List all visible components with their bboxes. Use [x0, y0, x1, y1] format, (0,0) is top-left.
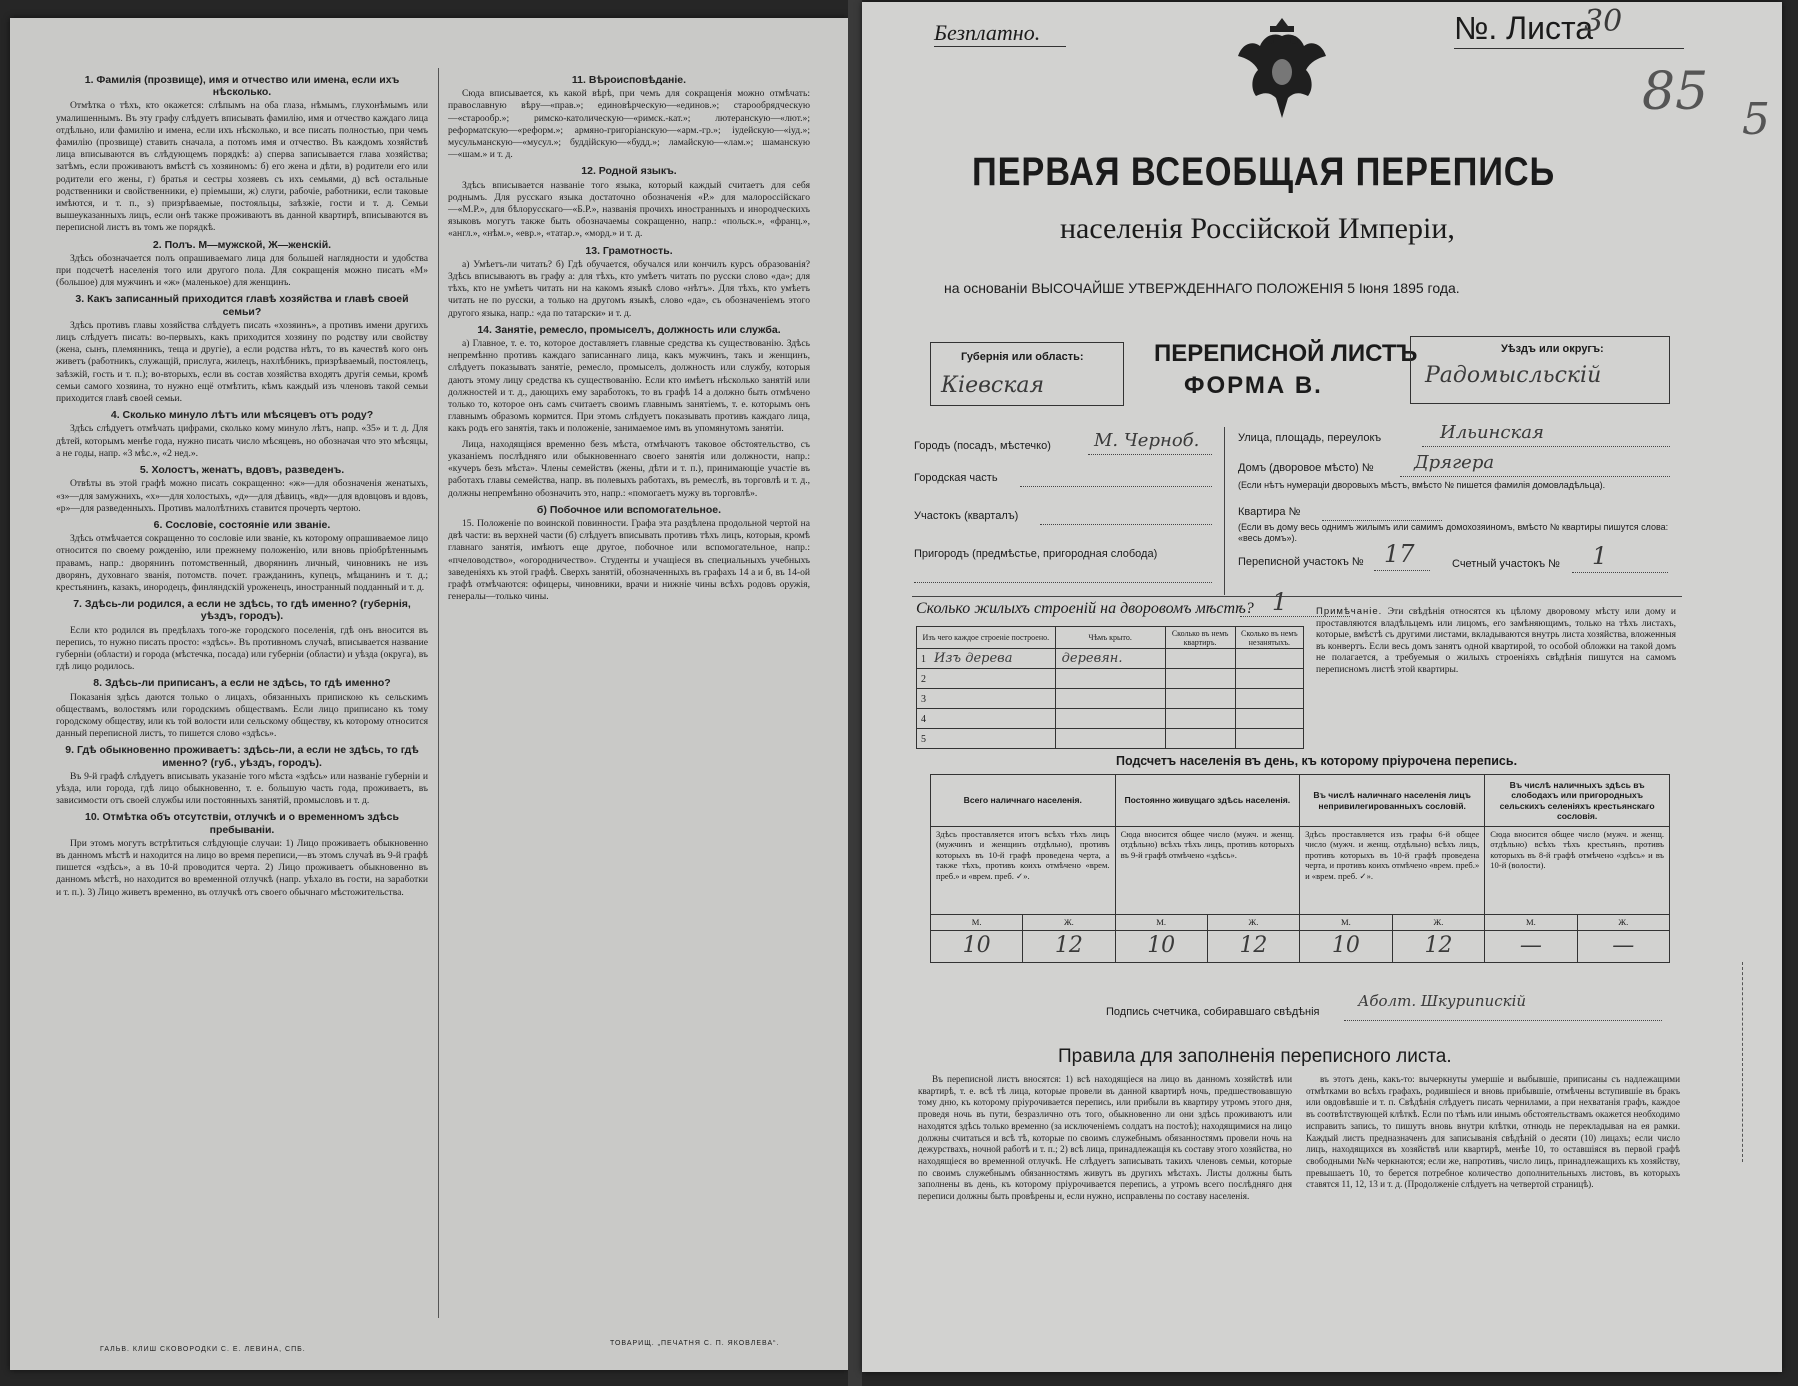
section-text: а) Умѣетъ-ли читать? б) Гдѣ обучается, обучался или кончилъ курсъ образованія? Здѣсь вписываютъ въ графу а: для тѣхъ, кто умѣетъ читать по русски слово «да»; для тѣхъ, кто не умѣетъ читать ни на какомъ языкѣ слово «нѣтъ». Для тѣхъ, кто умѣетъ читать не по русски, а только на другомъ языкѣ, слово «да», съ обозначеніемъ этого другого языка, напр.: «да по татарски» и т. д. [448, 258, 810, 319]
building-material-cell [917, 709, 1056, 729]
male-count: — [1485, 931, 1577, 963]
instructions-page [10, 18, 848, 1370]
building-row-number: 3 [921, 694, 926, 705]
section-text: Здѣсь отмѣчается сокращенно то сословіе или званіе, къ которому опрашиваемое лицо относится по своему рожденію, или прежнему положенію, или вновь пріобрѣтеннымъ правамъ, напр.: дворянинъ потомственный, дворянинъ личный, чиновникъ не изъ дворянъ, духовнаго званія, потомств. почет. гражданинъ, купецъ, мѣщанинъ и т. д.; крестьянинъ, казакъ, инородецъ, финляндскій уроженецъ, иностранный подданный и т. д. [56, 533, 428, 593]
female-count: — [1577, 931, 1669, 963]
building-material-cell [917, 669, 1056, 689]
section-text: Здѣсь противъ главы хозяйства слѣдуетъ писать «хозяинъ», а противъ имени другихъ лицъ слѣдуетъ писать: во-первыхъ, какъ приходится хозяину по родству или свойству (жена, сынъ, племянникъ, теща и другіе), а если родства нѣтъ, то въ качествѣ кого онъ живетъ (работникъ, служащій, прислуга, жилецъ, нахлѣбникъ, призрѣваемый, постоялецъ, заѣзжій, гость и т. п.); во-вторыхъ, если въ состав хозяйства входятъ другія семьи, кромѣ семьи самого хозяина, то нужно ещё отмѣтить, кѣмъ каждый изъ членовъ такой семьи приходится главѣ своей семьи. [56, 319, 428, 405]
street-value: Ильинская [1440, 422, 1544, 443]
house-label: Домъ (дворовое мѣсто) № [1238, 462, 1374, 474]
section-heading: 2. Полъ. М—мужской, Ж—женскій. [152, 238, 332, 251]
section-heading: 12. Родной языкъ. [581, 165, 677, 178]
building-vacant-cell [1235, 689, 1303, 709]
section-heading: 4. Сколько минуло лѣтъ или мѣсяцевъ отъ роду? [110, 409, 374, 422]
section-heading: 7. Здѣсь-ли родился, а если не здѣсь, то гдѣ именно? (губернія, уѣздъ, городъ). [73, 598, 411, 623]
house-note: (Если нѣтъ нумераціи дворовыхъ мѣстъ, вмѣсто № пишется фамилія домовладѣльца). [1238, 480, 1606, 490]
note-head: Примѣчаніе. [1316, 606, 1383, 617]
building-vacant-cell [1235, 729, 1303, 749]
census-subtitle: населенія Россійской Имперіи, [1060, 212, 1455, 245]
population-col-description: Здѣсь проставляется изъ графы 6-й общее число (мужч. и женщ. отдѣльно) всѣхъ лицъ, противъ которыхъ въ 10-й графѣ проведена черта, и противъ коихъ отмѣчено «врем. преб.» и «врем. преб. ✓». [1300, 827, 1485, 915]
building-row [917, 729, 1304, 749]
building-material-cell [917, 649, 1056, 669]
precinct-label: Участокъ (кварталъ) [914, 510, 1019, 522]
population-col-head: Въ числѣ наличнаго населенія лицъ непривилегированныхъ сословій. [1300, 775, 1485, 827]
province-box [930, 342, 1124, 406]
section-text: Здѣсь обозначается полъ опрашиваемаго лица для большей наглядности и удобства при подсчетѣ населенія того или другого пола. Для сокращенія можно писать «М» (большое) для мужчинъ и «ж» (маленькое) для женщинъ. [56, 252, 428, 289]
building-row-number: 5 [921, 734, 926, 745]
population-row [931, 915, 1670, 931]
census-precinct-line [1374, 570, 1430, 571]
instructions-column-2 [448, 70, 810, 1330]
building-row-number: 2 [921, 674, 926, 685]
building-apartments-cell [1165, 689, 1235, 709]
female-count: 12 [1207, 931, 1299, 963]
city-part-label: Городская часть [914, 472, 998, 484]
female-label: Ж. [1023, 915, 1115, 931]
population-col-description: Сюда вносится общее число (мужч. и женщ. отдѣльно) всѣхъ тѣхъ крестьянъ, противъ которыхъ въ 8-й графѣ отмѣчено «здѣсь» и въ 10-й (волости). [1485, 827, 1670, 915]
address-bottom-rule [912, 596, 1682, 597]
building-material-cell [917, 689, 1056, 709]
population-col-description: Сюда вносится общее число (мужч. и женщ. отдѣльно) всѣхъ тѣхъ лицъ, противъ которыхъ въ 9-й графѣ отмѣчено «здѣсь». [1115, 827, 1300, 915]
buildings-label: Сколько жилыхъ строеній на дворовомъ мѣстѣ? [916, 600, 1254, 617]
apartment-line [1322, 520, 1442, 521]
counter-signature-label: Подпись счетчика, собиравшаго свѣдѣнія [1106, 1006, 1320, 1018]
city-label: Городъ (посадъ, мѣстечко) [914, 440, 1051, 452]
female-count: 12 [1023, 931, 1115, 963]
district-box [1410, 336, 1670, 404]
double-eagle-emblem-icon [1234, 10, 1330, 126]
house-line [1400, 476, 1670, 477]
population-row [931, 827, 1670, 915]
building-apartments-cell [1165, 709, 1235, 729]
building-roof-cell [1055, 709, 1165, 729]
sheet-number-underline [1454, 48, 1684, 49]
female-label: Ж. [1207, 915, 1299, 931]
province-value: Кіевская [941, 373, 1045, 398]
count-precinct-value: 1 [1592, 542, 1608, 570]
building-apartments-cell [1165, 649, 1235, 669]
census-title: ПЕРВАЯ ВСЕОБЩАЯ ПЕРЕПИСЬ [972, 150, 1556, 194]
building-material-value [926, 671, 934, 686]
section-text: Если кто родился въ предѣлахъ того-же городского поселенія, гдѣ онъ вносится въ перепись, то нужно писать просто: «здѣсь». Въ противномъ случаѣ, вписывается название губерніи (области) и города (мѣстечка, посада) или губерніи (области) и уѣзда (округа), въ гдѣ лицо родилось. [56, 624, 428, 673]
male-count: 10 [1300, 931, 1393, 963]
section-heading: 3. Какъ записанный приходится главѣ хозяйства и главѣ своей семьи? [75, 293, 409, 318]
rules-text-1: Въ переписной листъ вносятся: 1) всѣ находящіеся на лицо въ данномъ хозяйствѣ или квартирѣ, т. е. всѣ тѣ лица, которые провели въ данной квартирѣ ночь, предшествовавшую тому дню, къ которому пріурочивается перепись, или прибыли въ квартиру утромъ этого дня, проведя ночь въ пути, безразлично отъ того, обыкновенно ли они здѣсь проживаютъ или находятся здѣсь только временно (за исключеніемъ солдатъ на постоѣ); находящимися на лицо должны считаться и всѣ тѣ, которые по своимъ служебнымъ обязанностямъ провели ночь на дежурствахъ, ночной работѣ и т. п.; 2) всѣ лица, принадлежащія къ составу этого хозяйства, но находящіеся во временной отлучкѣ. Не слѣдуетъ записывать такихъ членовъ семьи, которые по своимъ служебнымъ обязанностямъ живутъ въ другихъ мѣстахъ. Листы должны быть заполнены въ день, къ которому пріурочивается перепись, а утромъ всего послѣдняго дня переписи должны быть провѣрены и, если нужно, исправлены по составу населенія. [918, 1074, 1292, 1202]
census-form-page [862, 2, 1782, 1372]
count-precinct-line [1572, 572, 1668, 573]
section-heading: 1. Фамилія (прозвище), имя и отчество или имена, если ихъ нѣсколько. [84, 74, 400, 99]
building-vacant-cell [1235, 669, 1303, 689]
suburb-line [914, 582, 1212, 583]
section-text: Въ 9-й графѣ слѣдуетъ вписывать указаніе того мѣста «здѣсь» или названіе губерніи и уѣзда, или города, гдѣ лицо обыкновенно, т. е. большую часть года, проживаетъ, въ зависимости отъ своей службы или постоянныхъ занятій, промысловъ и т. д. [56, 770, 428, 807]
buildings-table [916, 626, 1304, 749]
page-gutter [848, 0, 862, 1386]
form-title: ПЕРЕПИСНОЙ ЛИСТЪ [1154, 340, 1418, 367]
male-label: М. [1300, 915, 1393, 931]
male-label: М. [1115, 915, 1207, 931]
free-underline [934, 46, 1066, 47]
population-title: Подсчетъ населенія въ день, къ которому пріурочена перепись. [1116, 754, 1518, 768]
margin-pencil-mark-2: 5 [1742, 94, 1770, 145]
population-table [930, 774, 1670, 963]
apartment-note: (Если въ дому весь однимъ жилымъ или самимъ домохозяиномъ, вмѣсто № квартиры пишутся слова: «весь домъ»). [1238, 522, 1669, 543]
buildings-note [1316, 606, 1676, 677]
margin-pencil-mark: 85 [1642, 62, 1709, 122]
district-label: Уѣздъ или округъ: [1501, 343, 1604, 355]
counter-signature-value: Аболт. Шкурипискій [1358, 992, 1527, 1010]
suburb-label: Пригородъ (предмѣстье, пригородная слобода) [914, 548, 1158, 560]
female-count: 12 [1392, 931, 1485, 963]
population-col-head: Постоянно живущаго здѣсь населенія. [1115, 775, 1300, 827]
city-part-line [1020, 486, 1212, 487]
section-text: Здѣсь слѣдуетъ отмѣчать цифрами, сколько кому минуло лѣтъ, напр. «35» и т. д. Для дѣтей, которымъ менѣе года, нужно писать число мѣсяцевъ, но обозначая что это мѣсяцы, а не годы, напр. «3 мѣс.», «2 нед.». [56, 423, 428, 459]
section-heading: 6. Сословіе, состояніе или званіе. [153, 518, 331, 531]
section-text: Отмѣтка о тѣхъ, кто окажется: слѣпымъ на оба глаза, нѣмымъ, глухонѣмымъ или умалишеннымъ. Въ эту графу слѣдуетъ вписывать фамилію, имя и отчество каждаго лица отдѣльно, или фамилію и имена, если ихъ нѣсколько, и все писать полностью, при чемъ фамилію (прозвище) ставить сначала, а потомъ имя и отчество. Въ каждомъ хозяйствѣ лица вписываются въ слѣдующемъ порядкѣ: а) сперва записывается глава хозяйства; затѣмъ, если проживаютъ вмѣстѣ съ хозяиномъ: б) его жена и дѣти, в) родители его или родители его жены, г) братья и сестры хозяевъ съ ихъ семьями, д) всѣ остальные родственники и свойственники, е) пріемыши, ж) слуги, рабочіе, работники, если таковые имѣются, и т. п., з) призрѣваемые, постояльцы, заѣзжіе, гости и т. д. Семьи вышеуказанныхъ лицъ, если онѣ также проживаютъ въ данной квартирѣ, вписываются въ переписной листъ въ томъ же порядкѣ. [56, 100, 428, 234]
section-text: Лица, находящіяся временно безъ мѣста, отмѣчаютъ таковое обстоятельство, съ указаніемъ послѣдняго или обыкновеннаго своего занятія или должности, напр.: «кучеръ безъ мѣста». Члены семействъ (жены, дѣти и т. п.), принимающіе участіе въ работахъ главы семейства, напр. въ полевыхъ работахъ, въ ремеслѣ, въ торговлѣ и т. д., должны непремѣнно обозначить это, напр.: «помогаетъ мужу въ торговлѣ». [448, 438, 810, 499]
section-text: 15. Положеніе по воинской повинности. Графа эта раздѣлена продольной чертой на двѣ части: въ верхней части (б) слѣдуетъ вписывать противъ тѣхъ лицъ, которыя, кромѣ главнаго занятія, имѣютъ еще другое, побочное или вспомогательное, напр.: «пчеловодство», «огородничество». Студенты и учащіеся въ специальныхъ учебныхъ заведеніяхъ къ этой графѣ. Сверхъ занятій, обозначенныхъ въ графахъ 14 а и б, въ 14-ой графѣ отмѣчаются: офицеры, чиновники, врачи и нижніе чины всѣхъ родовъ оружія, генералы—только чины. [448, 517, 810, 603]
male-label: М. [931, 915, 1023, 931]
city-line [1088, 454, 1212, 455]
section-text: Отвѣты въ этой графѣ можно писать сокращенно: «ж»—для обозначенія женатыхъ, «з»—для замужнихъ, «х»—для холостыхъ, «д»—для дѣвицъ, «вд»—для вдовцовъ и вдовъ, «р»—для разведенныхъ. Противъ малолѣтнихъ ставится прочерть чертою. [56, 478, 428, 514]
rules-text-2: въ этотъ день, какъ-то: вычеркнуты умершіе и выбывшіе, приписаны съ надлежащими отмѣтками во всѣхъ графахъ, родившіеся и вновь прибывшіе, отмѣчены вступившіе въ бракъ или овдовѣвшіе и т. п. Свѣдѣнія слѣдуетъ писать чернилами, а при нехватанія графъ, каждое въ соотвѣтствующей клѣткѣ. Если по тѣмъ или инымъ обстоятельствамъ окажется необходимо исправить запись, то пишутъ вновь внутри клѣтки, отнюдь не перекладывая на ея рамки. Каждый листъ предназначенъ для записыванія свѣдѣній о десяти (10) лицахъ; если число лицъ, находящихся въ хозяйствѣ или квартирѣ, менѣе 10, то оставшіяся въ первой графѣ свободными №№ черкнаются; если же, напротивъ, число лицъ, принадлежащихъ къ хозяйству, превышаетъ 10, то берется потребное количество дополнительныхъ листовъ, въ которыхъ ставятся 11, 12, 13 и т. д. (Продолженіе слѣдуетъ на четвертой страницѣ). [1306, 1074, 1680, 1190]
section-text: Показанія здѣсь даются только о лицахъ, обязанныхъ припискою къ сельскимъ обществамъ, волостямъ или городскимъ обществамъ. Если лицо приписано къ тому городскому обществу, или къ той волости или сельскому обществу, къ которому относится данный переписной листъ, то пишется слово «здѣсь». [56, 691, 428, 740]
buildings-value: 1 [1272, 588, 1288, 616]
bld-head-material: Изъ чего каждое строеніе построено. [917, 627, 1056, 649]
address-divider [1224, 427, 1225, 595]
building-roof-cell [1055, 669, 1165, 689]
population-row [931, 931, 1670, 963]
form-letter: ФОРМА В. [1184, 372, 1323, 399]
bld-head-roof: Чѣмъ крыто. [1055, 627, 1165, 649]
imprint-right: ТОВАРИЩ. „ПЕЧАТНЯ С. П. ЯКОВЛЕВА“. [610, 1340, 780, 1347]
instructions-column-1 [56, 70, 428, 1360]
section-heading: 13. Грамотность. [585, 244, 673, 257]
building-material-value [926, 711, 934, 726]
rules-column-1 [918, 1074, 1292, 1364]
female-label: Ж. [1392, 915, 1485, 931]
section-heading: 11. Вѣроисповѣданіе. [571, 74, 687, 86]
free-label: Безплатно. [934, 20, 1041, 45]
section-heading: 8. Здѣсь-ли приписанъ, а если не здѣсь, то гдѣ именно? [93, 677, 391, 690]
section-heading: 9. Гдѣ обыкновенно проживаетъ: здѣсь-ли, а если не здѣсь, то гдѣ именно? (губ., уѣздъ, городъ). [65, 744, 419, 769]
building-material-cell [917, 729, 1056, 749]
count-precinct-label: Счетный участокъ № [1452, 558, 1560, 570]
building-roof-cell [1055, 689, 1165, 709]
building-row-number: 4 [921, 714, 926, 725]
population-col-head: Всего наличнаго населенія. [931, 775, 1116, 827]
building-apartments-cell [1165, 669, 1235, 689]
section-text: При этомъ могутъ встрѣтиться слѣдующіе случаи: 1) Лицо проживаетъ обыкновенно въ данномъ мѣстѣ и находится на лицо во время переписи,—въ этомъ случаѣ въ 9-й графѣ пишется «здѣсь», а въ 10-й проводится черта. 2) Лицо проживаетъ обыкновенно въ данномъ мѣстѣ, но находится во временной отлучкѣ (напр. уѣхало въ гости, на заработки и т. п.). 3) Лицо живетъ временно, въ отлучкѣ отъ своего обычнаго мѣстожительства. [56, 837, 428, 898]
building-material-value [926, 691, 934, 706]
building-row-number: 1 [921, 654, 926, 665]
population-col-description: Здѣсь проставляется итогъ всѣхъ тѣхъ лицъ (мужчинъ и женщинъ отдѣльно), противъ которыхъ въ 10-й графѣ проведена черта, а также тѣхъ, противъ коихъ отмѣчено «врем. преб.» и «врем. преб. ✓». [931, 827, 1116, 915]
section-text: а) Главное, т. е. то, которое доставляетъ главные средства къ существованію. Здѣсь непремѣнно противъ каждаго записаннаго лица, какъ мужчинъ, такъ и женщинъ, слѣдуетъ показывать занятіе, ремесло, промыселъ, должность или службу, которыя даютъ этому лицу средства къ существованію. Если кто имѣетъ нѣсколько занятій или должностей и т. д., дающихъ ему заработокъ, то въ графѣ 14 а должно быть отмѣчено только то, которое онъ самъ считаетъ своимъ главнымъ занятіемъ, т. е. которымъ онъ главнымъ образомъ кормится. При этомъ слѣдуетъ показывать противъ каждаго лица, какъ родъ его занятія, такъ и положеніе, занимаемое имъ въ упомянутомъ занятіи. [448, 338, 810, 435]
bld-head-vacant: Сколько въ немъ незанятыхъ. [1235, 627, 1303, 649]
building-row [917, 709, 1304, 729]
building-roof-cell [1055, 729, 1165, 749]
street-line [1422, 446, 1670, 447]
section-text: Здѣсь вписывается названіе того языка, который каждый считаетъ для себя роднымъ. Для русскаго языка достаточно обозначенія «Р.» для малороссійскаго—«М.Р.», для бѣлорусскаго—«Б.Р.», названія прочихъ иностранныхъ и инородческихъ языковъ могутъ также быть обозначаемы сокращенно, напр.: «польск.», «франц.», «англ.», «нѣм.», «евр.», «татар.», «морд.» и т. д. [448, 179, 810, 240]
section-text: Сюда вписывается, къ какой вѣрѣ, при чемъ для сокращенія можно отмѣчать: православную вѣру—«прав.»; единовѣрческую—«единов.»; старообрядческую—«старообр.»; римско-католическую—«римск.-кат.»; лютеранскую—«лют.»; реформатскую—«реформ.»; армяно-григоріанскую—«арм.-гр.»; іудейскую—«іуд.»; мусульманскую—«мусул.»; буддійскую—«будд.»; ламайскую—«лам.»; шаманскую—«шам.» и т. д. [448, 88, 810, 161]
census-precinct-label: Переписной участокъ № [1238, 556, 1364, 568]
male-count: 10 [1115, 931, 1207, 963]
imprint-left: ГАЛЬВ. КЛИШ СКОВОРОДКИ С. Е. ЛЕВИНА, СПБ. [100, 1346, 306, 1353]
ruler-edge-marks [1712, 962, 1772, 1162]
building-vacant-cell [1235, 649, 1303, 669]
building-row [917, 689, 1304, 709]
male-count: 10 [931, 931, 1023, 963]
male-label: М. [1485, 915, 1577, 931]
population-row [931, 775, 1670, 827]
sheet-number-label: №. Листа [1454, 10, 1594, 46]
building-material-value: Изъ дерева [934, 651, 1013, 666]
building-roof-cell: деревян. [1055, 649, 1165, 669]
female-label: Ж. [1577, 915, 1669, 931]
bld-head-apartments: Сколько въ немъ квартиръ. [1165, 627, 1235, 649]
precinct-line [1040, 524, 1212, 525]
province-label: Губернія или область: [961, 351, 1084, 363]
census-precinct-value: 17 [1384, 540, 1415, 568]
section-heading: 5. Холостъ, женатъ, вдовъ, разведенъ. [139, 464, 345, 477]
sheet-number-value: 30 [1584, 4, 1623, 39]
rules-title: Правила для заполненія переписного листа. [1058, 1046, 1452, 1067]
column-divider [438, 68, 439, 1318]
section-heading: 14. Занятіе, ремесло, промыселъ, должность или служба. [477, 323, 781, 336]
apartment-label: Квартира № [1238, 506, 1301, 518]
form-title-box [1130, 334, 1418, 408]
street-label: Улица, площадь, переулокъ [1238, 432, 1382, 444]
counter-signature-line [1344, 1020, 1662, 1021]
section-heading: 10. Отмѣтка объ отсутствіи, отлучкѣ и о временномъ здѣсь пребываніи. [85, 811, 399, 836]
building-row [917, 669, 1304, 689]
rules-column-2 [1306, 1074, 1680, 1364]
house-value: Дрягера [1414, 452, 1495, 473]
city-value: М. Черноб. [1094, 430, 1200, 451]
building-material-value [926, 731, 934, 746]
district-value: Радомысльскій [1425, 363, 1602, 388]
section-heading: б) Побочное или вспомогательное. [536, 503, 722, 516]
building-apartments-cell [1165, 729, 1235, 749]
population-col-head: Въ числѣ наличныхъ здѣсь въ слободахъ или пригородныхъ сельскихъ селеніяхъ крестьянскаго сословія. [1485, 775, 1670, 827]
note-text: Эти свѣдѣнія относятся къ цѣлому дворовому мѣсту или дому и проставляются владѣльцемъ или лицомъ, его замѣняющимъ, только на тѣхъ листахъ, которые, вмѣстѣ съ другими листами, вкладываются внутрь листа хозяйства, вложенныя въ конвертъ. Если весь домъ занятъ одной квартирой, то особой обложки на такой домъ не полагается, а требуемыя о жилыхъ строеніяхъ свѣдѣнія пишутся на самомъ переписномъ листѣ этой квартиры. [1316, 607, 1677, 675]
building-row [917, 649, 1304, 669]
building-vacant-cell [1235, 709, 1303, 729]
census-basis: на основаніи ВЫСОЧАЙШЕ УТВЕРЖДЕННАГО ПОЛОЖЕНІЯ 5 Іюня 1895 года. [944, 280, 1460, 296]
